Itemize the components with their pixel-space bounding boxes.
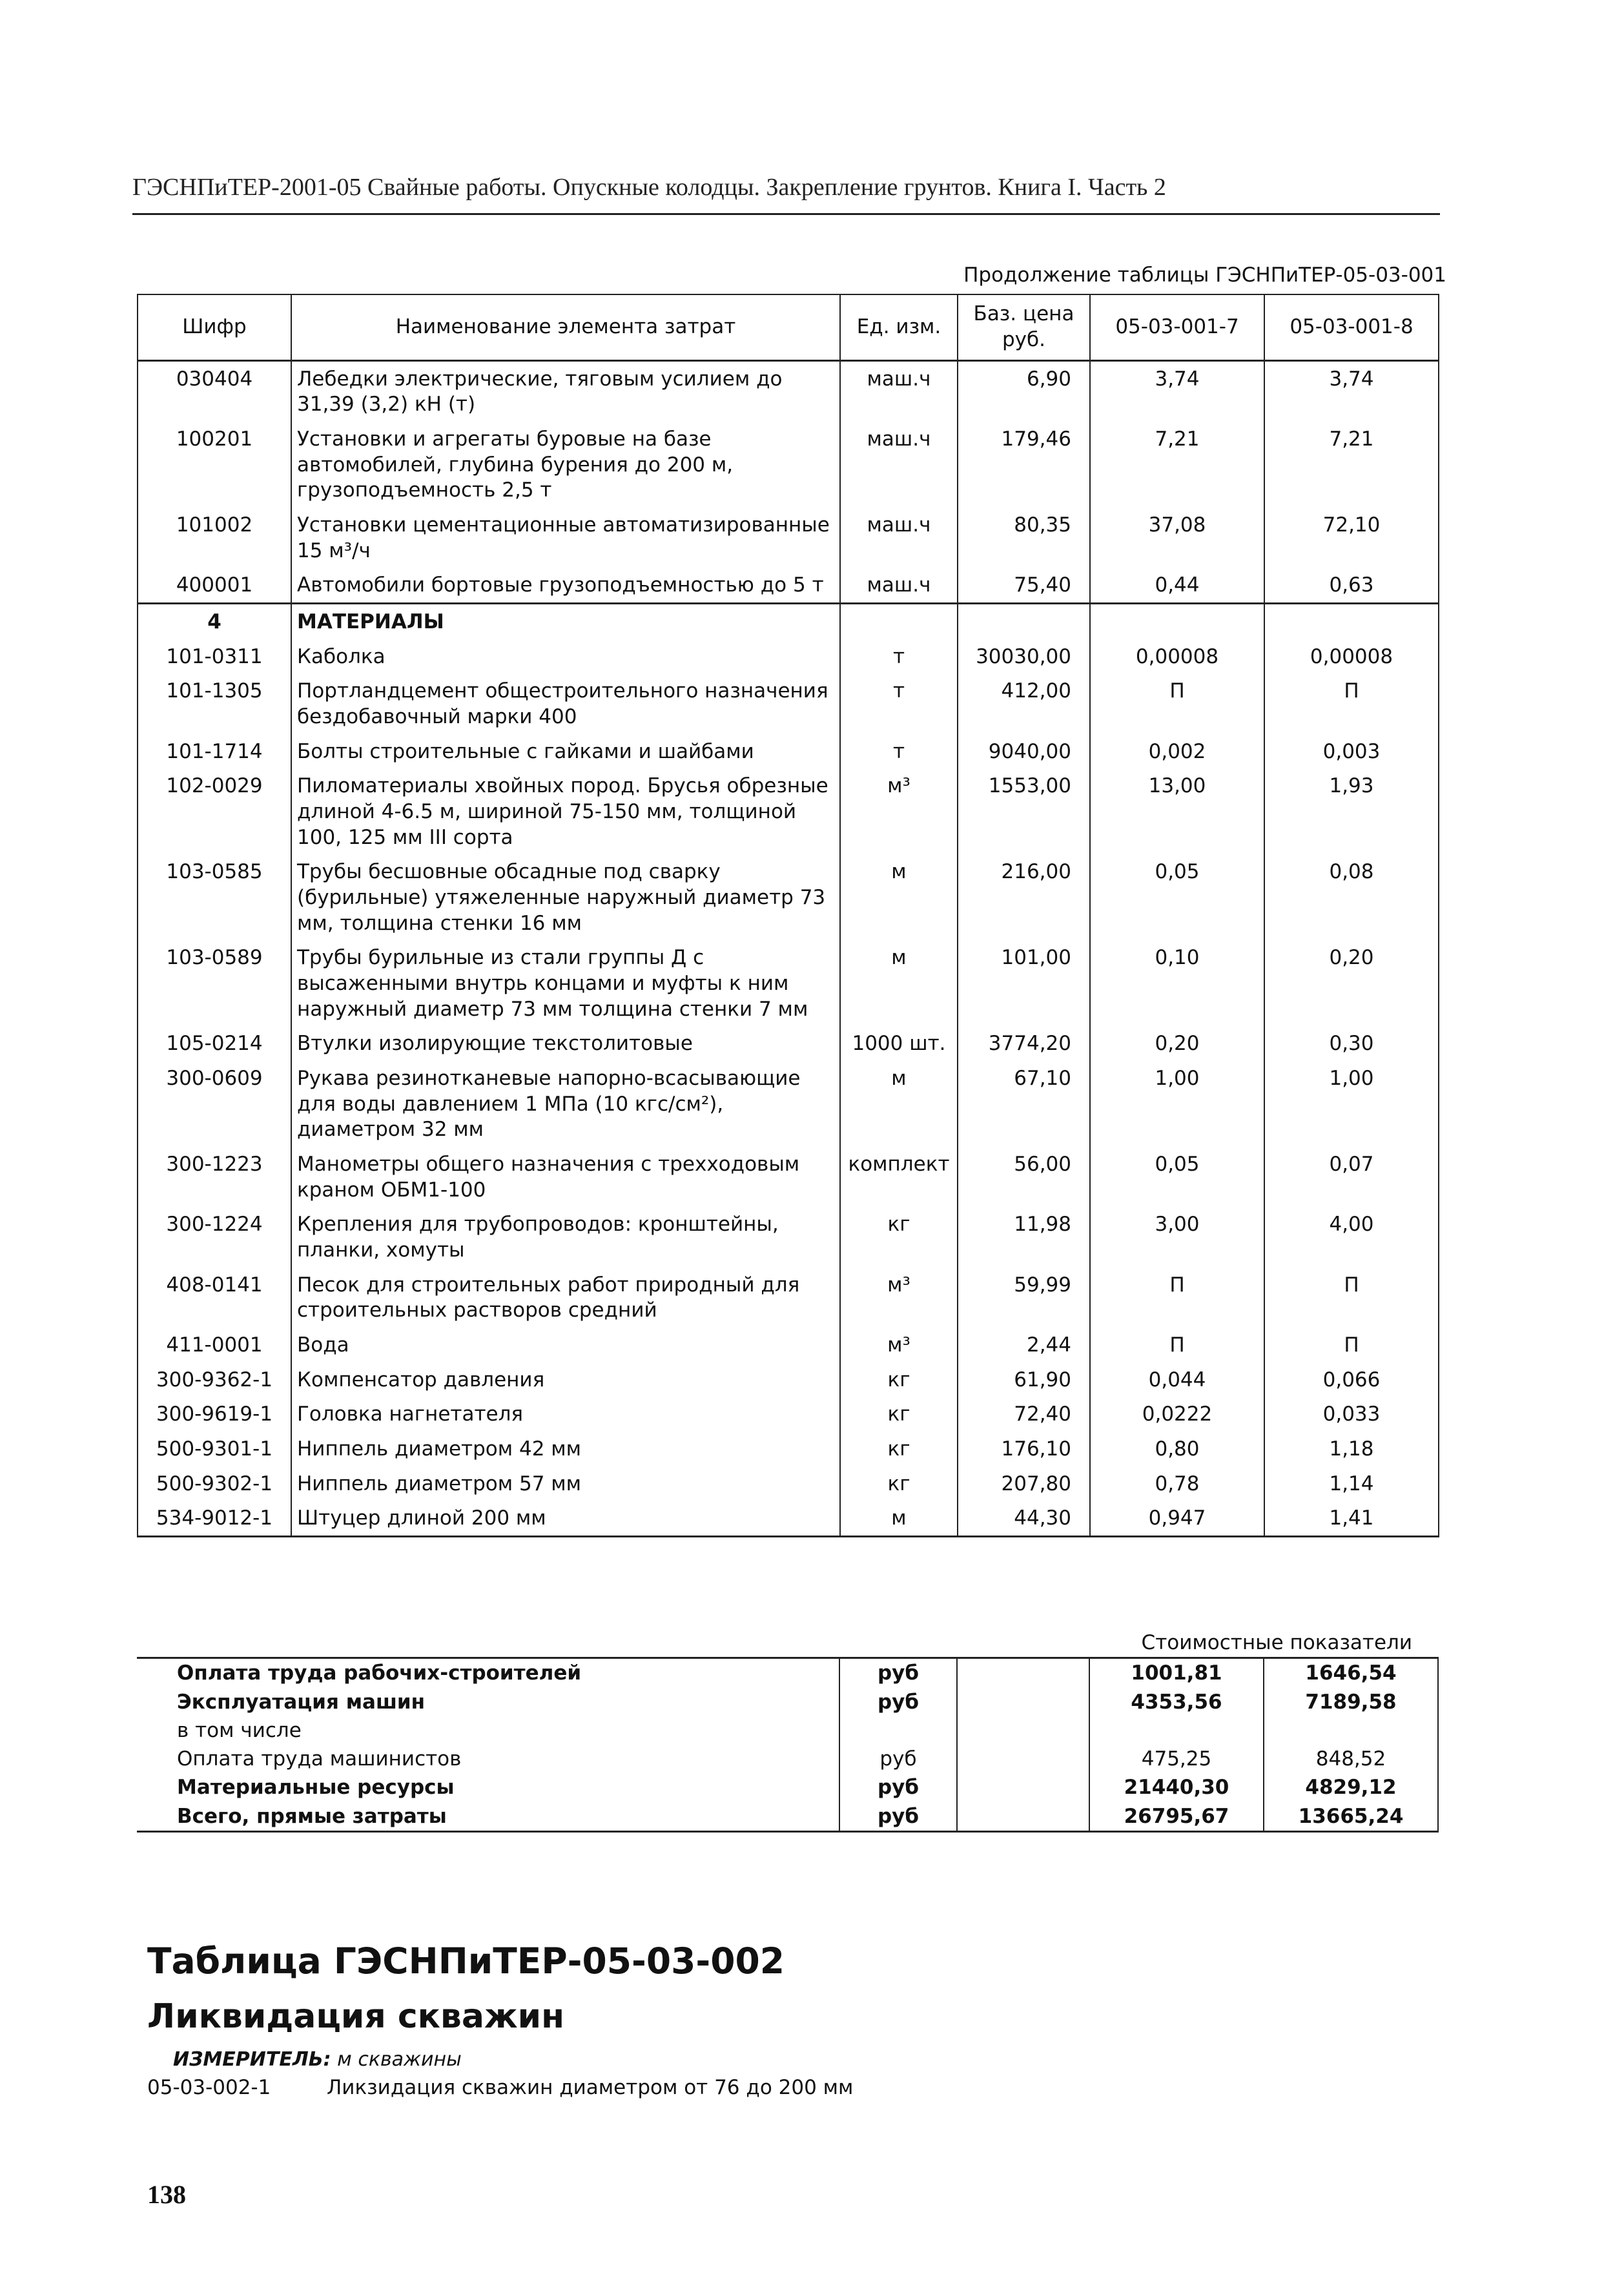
- meter-label: ИЗМЕРИТЕЛЬ:: [173, 2048, 331, 2071]
- row-name: МАТЕРИАЛЫ: [291, 603, 840, 639]
- summary-empty: [957, 1688, 1089, 1716]
- table-row: [138, 1397, 1439, 1432]
- row-price: 3774,20: [958, 1026, 1090, 1061]
- row-unit: т: [840, 673, 958, 734]
- summary-value-col2: 848,52: [1264, 1745, 1438, 1773]
- summary-value-col1: 475,25: [1089, 1745, 1264, 1773]
- row-unit: т: [840, 639, 958, 674]
- row-price: [958, 603, 1090, 639]
- table-row: [138, 1501, 1439, 1536]
- summary-unit: руб: [839, 1745, 957, 1773]
- summary-row: [137, 1802, 1438, 1832]
- header-name: Наименование элемента затрат: [291, 294, 840, 360]
- row-name: Установки и агрегаты буровые на базе автомобилей, глубина бурения до 200 м, грузоподъемность 2,5 т: [291, 422, 840, 508]
- summary-label: Всего, прямые затраты: [137, 1802, 839, 1832]
- summary-empty: [957, 1745, 1089, 1773]
- table-row: [138, 603, 1439, 639]
- summary-value-col2: 7189,58: [1264, 1688, 1438, 1716]
- row-name: Пиломатериалы хвойных пород. Брусья обрезные длиной 4-6.5 м, шириной 75-150 мм, толщиной 100, 125 мм III сорта: [291, 768, 840, 854]
- row-name: Песок для строительных работ природный для строительных растворов средний: [291, 1268, 840, 1328]
- summary-label: Материальные ресурсы: [177, 1776, 455, 1800]
- row-name: Крепления для трубопроводов: кронштейны, планки, хомуты: [291, 1207, 840, 1267]
- cost-table: [137, 294, 1439, 1537]
- row-col1: 0,20: [1090, 1026, 1264, 1061]
- table-row: [138, 1147, 1439, 1207]
- row-col2: П: [1264, 1268, 1439, 1328]
- header-code: Шифр: [138, 294, 291, 360]
- row-col1: 0,002: [1090, 734, 1264, 769]
- table-row: [138, 639, 1439, 674]
- meter-value: м скважины: [337, 2048, 462, 2071]
- header-price: Баз. цена руб.: [958, 294, 1090, 360]
- row-name: Каболка: [291, 639, 840, 674]
- row-code: 102-0029: [138, 768, 291, 854]
- row-price: 30030,00: [958, 639, 1090, 674]
- row-code: 534-9012-1: [138, 1501, 291, 1536]
- table-row: [138, 673, 1439, 734]
- summary-table: [137, 1628, 1439, 1833]
- summary-empty: [957, 1802, 1089, 1832]
- row-col1: 3,74: [1090, 360, 1264, 422]
- row-code: 411-0001: [138, 1328, 291, 1362]
- row-col1: 0,05: [1090, 854, 1264, 940]
- summary-empty: [957, 1773, 1089, 1802]
- row-name: Манометры общего назначения с трехходовым краном ОБМ1-100: [291, 1147, 840, 1207]
- summary-label: Эксплуатация машин: [177, 1690, 426, 1714]
- row-unit: 1000 шт.: [840, 1026, 958, 1061]
- row-col2: 0,20: [1264, 940, 1439, 1026]
- row-col2: 0,08: [1264, 854, 1439, 940]
- row-name: Трубы бесшовные обсадные под сварку (бурильные) утяжеленные наружный диаметр 73 мм, толщина стенки 16 мм: [291, 854, 840, 940]
- row-unit: м: [840, 1501, 958, 1536]
- row-col2: 1,00: [1264, 1061, 1439, 1147]
- row-price: 11,98: [958, 1207, 1090, 1267]
- row-price: 80,35: [958, 508, 1090, 568]
- row-name: Лебедки электрические, тяговым усилием до 31,39 (3,2) кН (т): [291, 360, 840, 422]
- next-table-title: Таблица ГЭСНПиТЕР-05-03-002: [147, 1940, 785, 1982]
- summary-row: [137, 1688, 1438, 1716]
- row-col1: 3,00: [1090, 1207, 1264, 1267]
- row-col1: 0,78: [1090, 1466, 1264, 1501]
- table-row: [138, 854, 1439, 940]
- summary-row: [137, 1716, 1438, 1745]
- row-price: 2,44: [958, 1328, 1090, 1362]
- row-price: 72,40: [958, 1397, 1090, 1432]
- row-unit: маш.ч: [840, 568, 958, 603]
- summary-empty: [957, 1716, 1089, 1745]
- cost-table-body: [138, 360, 1439, 1537]
- row-code: 101-0311: [138, 639, 291, 674]
- row-name: Головка нагнетателя: [291, 1397, 840, 1432]
- row-name: Втулки изолирующие текстолитовые: [291, 1026, 840, 1061]
- row-name: Установки цементационные автоматизированные 15 м³/ч: [291, 508, 840, 568]
- summary-header: Стоимостные показатели: [137, 1628, 1438, 1658]
- row-price: 1553,00: [958, 768, 1090, 854]
- row-col1: П: [1090, 1268, 1264, 1328]
- summary-value-col1: 26795,67: [1089, 1802, 1264, 1832]
- table-row: [138, 1268, 1439, 1328]
- row-price: 44,30: [958, 1501, 1090, 1536]
- row-code: 300-0609: [138, 1061, 291, 1147]
- summary-label: Оплата труда машинистов: [177, 1747, 462, 1771]
- row-unit: кг: [840, 1432, 958, 1466]
- summary-label: Оплата труда рабочих-строителей: [177, 1661, 582, 1685]
- row-price: 412,00: [958, 673, 1090, 734]
- continuation-note: Продолжение таблицы ГЭСНПиТЕР-05-03-001: [963, 263, 1446, 287]
- table-row: [138, 1362, 1439, 1397]
- summary-unit: руб: [839, 1688, 957, 1716]
- row-code: 500-9302-1: [138, 1466, 291, 1501]
- summary-value-col2: 4829,12: [1264, 1773, 1438, 1802]
- row-code: 105-0214: [138, 1026, 291, 1061]
- summary-row: [137, 1773, 1438, 1802]
- row-unit: кг: [840, 1362, 958, 1397]
- row-name: Портландцемент общестроительного назначения бездобавочный марки 400: [291, 673, 840, 734]
- row-code: 103-0585: [138, 854, 291, 940]
- row-col1: 7,21: [1090, 422, 1264, 508]
- row-code: 100201: [138, 422, 291, 508]
- summary-label: в том числе: [177, 1718, 302, 1742]
- table-row: [138, 734, 1439, 769]
- summary-unit: руб: [839, 1658, 957, 1688]
- row-unit: комплект: [840, 1147, 958, 1207]
- row-name: Штуцер длиной 200 мм: [291, 1501, 840, 1536]
- row-code: 300-9362-1: [138, 1362, 291, 1397]
- row-name: Ниппель диаметром 42 мм: [291, 1432, 840, 1466]
- row-name: Вода: [291, 1328, 840, 1362]
- row-price: 207,80: [958, 1466, 1090, 1501]
- summary-value-col2: 13665,24: [1264, 1802, 1438, 1832]
- row-col1: 0,044: [1090, 1362, 1264, 1397]
- row-price: 101,00: [958, 940, 1090, 1026]
- row-code: 4: [138, 603, 291, 639]
- row-unit: м³: [840, 768, 958, 854]
- table-row: [138, 1207, 1439, 1267]
- row-price: 61,90: [958, 1362, 1090, 1397]
- row-price: 59,99: [958, 1268, 1090, 1328]
- row-unit: м: [840, 1061, 958, 1147]
- header-unit: Ед. изм.: [840, 294, 958, 360]
- table-row: [138, 1466, 1439, 1501]
- summary-row: [137, 1745, 1438, 1773]
- row-unit: т: [840, 734, 958, 769]
- row-code: 300-1224: [138, 1207, 291, 1267]
- table-row: [138, 1432, 1439, 1466]
- row-unit: маш.ч: [840, 422, 958, 508]
- running-head: ГЭСНПиТЕР-2001-05 Свайные работы. Опускные колодцы. Закрепление грунтов. Книга I. Часть 2: [132, 174, 1166, 201]
- row-code: 101-1714: [138, 734, 291, 769]
- next-table-subtitle: Ликвидация скважин: [147, 1997, 565, 2036]
- table-header-row: [138, 294, 1439, 360]
- summary-header-row: [137, 1628, 1438, 1658]
- table-row: [138, 422, 1439, 508]
- row-col2: П: [1264, 1328, 1439, 1362]
- row-name: Компенсатор давления: [291, 1362, 840, 1397]
- row-code: 300-1223: [138, 1147, 291, 1207]
- summary-unit: руб: [839, 1802, 957, 1832]
- header-col2: 05-03-001-8: [1264, 294, 1439, 360]
- row-col2: 0,003: [1264, 734, 1439, 769]
- row-price: 176,10: [958, 1432, 1090, 1466]
- table-row: [138, 768, 1439, 854]
- row-price: 179,46: [958, 422, 1090, 508]
- row-col1: 0,10: [1090, 940, 1264, 1026]
- row-col2: 3,74: [1264, 360, 1439, 422]
- row-col1: П: [1090, 1328, 1264, 1362]
- row-name: Ниппель диаметром 57 мм: [291, 1466, 840, 1501]
- row-name: Рукава резинотканевые напорно-всасывающие для воды давлением 1 МПа (10 кгс/см²), диаметром 32 мм: [291, 1061, 840, 1147]
- row-col1: 1,00: [1090, 1061, 1264, 1147]
- row-code: 408-0141: [138, 1268, 291, 1328]
- row-price: 56,00: [958, 1147, 1090, 1207]
- table-row: [138, 940, 1439, 1026]
- row-col2: 72,10: [1264, 508, 1439, 568]
- item-text: Ликзидация скважин диаметром от 76 до 200 мм: [327, 2076, 854, 2099]
- row-code: 030404: [138, 360, 291, 422]
- row-col1: 0,947: [1090, 1501, 1264, 1536]
- row-col1: 0,0222: [1090, 1397, 1264, 1432]
- row-unit: [840, 603, 958, 639]
- row-unit: кг: [840, 1466, 958, 1501]
- row-col2: 1,93: [1264, 768, 1439, 854]
- summary-empty: [957, 1658, 1089, 1688]
- row-code: 300-9619-1: [138, 1397, 291, 1432]
- row-unit: м³: [840, 1268, 958, 1328]
- summary-value-col1: 21440,30: [1089, 1773, 1264, 1802]
- row-col1: 0,00008: [1090, 639, 1264, 674]
- row-price: 6,90: [958, 360, 1090, 422]
- item-line: [147, 2076, 853, 2099]
- item-code: 05-03-002-1: [147, 2076, 271, 2099]
- row-code: 400001: [138, 568, 291, 603]
- row-price: 75,40: [958, 568, 1090, 603]
- row-col2: П: [1264, 673, 1439, 734]
- row-unit: м: [840, 940, 958, 1026]
- row-col2: 0,07: [1264, 1147, 1439, 1207]
- row-unit: маш.ч: [840, 508, 958, 568]
- row-col2: 0,066: [1264, 1362, 1439, 1397]
- table-row: [138, 360, 1439, 422]
- header-rule: [132, 213, 1440, 215]
- row-name: Болты строительные с гайками и шайбами: [291, 734, 840, 769]
- row-unit: кг: [840, 1207, 958, 1267]
- row-unit: м³: [840, 1328, 958, 1362]
- row-unit: м: [840, 854, 958, 940]
- summary-value-col1: 4353,56: [1089, 1688, 1264, 1716]
- row-col2: 0,63: [1264, 568, 1439, 603]
- row-col2: [1264, 603, 1439, 639]
- row-col2: 0,033: [1264, 1397, 1439, 1432]
- row-price: 216,00: [958, 854, 1090, 940]
- row-col1: 0,44: [1090, 568, 1264, 603]
- summary-value-col1: [1089, 1716, 1264, 1745]
- row-col1: П: [1090, 673, 1264, 734]
- table-row: [138, 1026, 1439, 1061]
- row-unit: маш.ч: [840, 360, 958, 422]
- table-row: [138, 1061, 1439, 1147]
- table-row: [138, 1328, 1439, 1362]
- row-col2: 1,41: [1264, 1501, 1439, 1536]
- row-col1: 0,05: [1090, 1147, 1264, 1207]
- summary-unit: [839, 1716, 957, 1745]
- row-col2: 0,00008: [1264, 639, 1439, 674]
- row-col2: 0,30: [1264, 1026, 1439, 1061]
- row-col1: [1090, 603, 1264, 639]
- summary-value-col1: 1001,81: [1089, 1658, 1264, 1688]
- row-col1: 13,00: [1090, 768, 1264, 854]
- meter-line: [173, 2048, 462, 2071]
- summary-row: [137, 1658, 1438, 1688]
- row-code: 500-9301-1: [138, 1432, 291, 1466]
- row-price: 67,10: [958, 1061, 1090, 1147]
- row-col1: 0,80: [1090, 1432, 1264, 1466]
- row-col2: 4,00: [1264, 1207, 1439, 1267]
- summary-value-col2: 1646,54: [1264, 1658, 1438, 1688]
- row-code: 103-0589: [138, 940, 291, 1026]
- row-code: 101-1305: [138, 673, 291, 734]
- table-row: [138, 508, 1439, 568]
- row-name: Трубы бурильные из стали группы Д с высаженными внутрь концами и муфты к ним наружный диаметр 73 мм толщина стенки 7 мм: [291, 940, 840, 1026]
- row-code: 101002: [138, 508, 291, 568]
- row-col2: 1,14: [1264, 1466, 1439, 1501]
- row-price: 9040,00: [958, 734, 1090, 769]
- row-col1: 37,08: [1090, 508, 1264, 568]
- summary-value-col2: [1264, 1716, 1438, 1745]
- table-row: [138, 568, 1439, 603]
- page-number: 138: [147, 2180, 186, 2209]
- row-name: Автомобили бортовые грузоподъемностью до 5 т: [291, 568, 840, 603]
- row-col2: 1,18: [1264, 1432, 1439, 1466]
- row-col2: 7,21: [1264, 422, 1439, 508]
- summary-unit: руб: [839, 1773, 957, 1802]
- row-unit: кг: [840, 1397, 958, 1432]
- header-col1: 05-03-001-7: [1090, 294, 1264, 360]
